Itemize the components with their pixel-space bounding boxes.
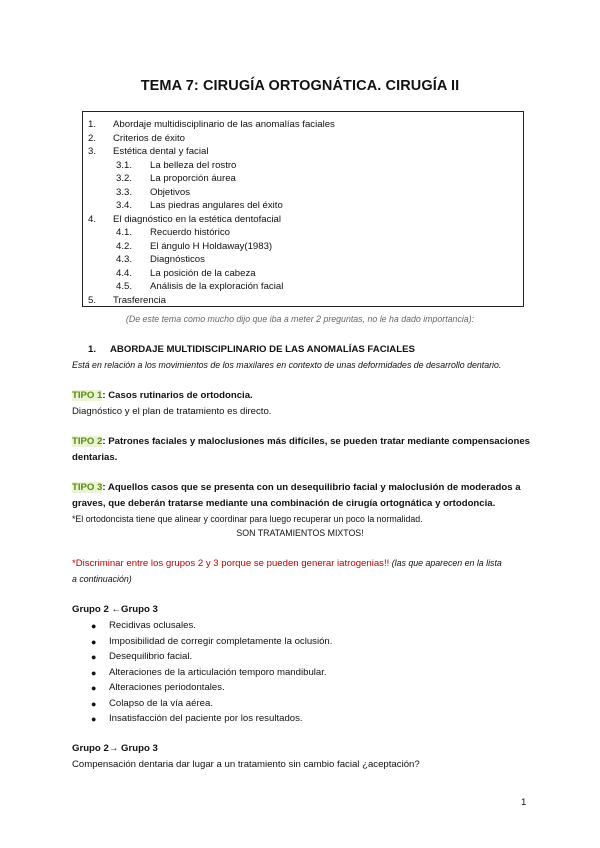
discriminar-warning: *Discriminar entre los grupos 2 y 3 porque se pueden generar iatrogenias!! bbox=[72, 558, 390, 569]
tipo3-line bbox=[72, 482, 521, 493]
tipo1-text: Diagnóstico y el plan de tratamiento es directo. bbox=[72, 406, 272, 417]
bullet-icon: ● bbox=[91, 683, 97, 693]
toc-item-number: 4.5. bbox=[116, 281, 133, 292]
toc-item-number: 4.4. bbox=[116, 267, 133, 279]
page-number: 1 bbox=[521, 797, 527, 808]
section-number: 1. bbox=[88, 344, 97, 355]
list-item: Imposibilidad de corregir completamente la oclusión. bbox=[109, 635, 333, 647]
list-item: Insatisfacción del paciente por los resultados. bbox=[109, 713, 303, 724]
toc-item-number: 1. bbox=[88, 119, 97, 130]
toc-item-label: Estética dental y facial bbox=[113, 146, 209, 157]
toc-item-number: 4. bbox=[88, 213, 97, 225]
toc-item-number: 4.1. bbox=[116, 227, 133, 238]
toc-item-number: 4.2. bbox=[116, 240, 133, 252]
toc-note: (De este tema como mucho dijo que iba a meter 2 preguntas, no le ha dado importancia): bbox=[125, 314, 475, 324]
tipo3-line1: : Aquellos casos que se presenta con un desequilibrio facial y maloclusión de moderados a bbox=[102, 482, 521, 493]
tipo-badge: TIPO 2 bbox=[72, 436, 103, 447]
toc-item-label: El ángulo H Holdaway(1983) bbox=[150, 240, 273, 252]
toc-item-label: Abordaje multidisciplinario de las anomalías faciales bbox=[113, 119, 335, 130]
bullet-icon: ● bbox=[91, 636, 97, 647]
toc-item-number: 5. bbox=[88, 294, 97, 306]
tipo-badge: TIPO 1 bbox=[72, 390, 103, 401]
toc-item-label: Objetivos bbox=[150, 186, 190, 198]
discriminar-italic-2: a continuación) bbox=[72, 574, 132, 584]
toc-item-label: La belleza del rostro bbox=[150, 159, 237, 171]
bullet-icon: ● bbox=[91, 714, 97, 724]
list-item: Alteraciones de la articulación temporo mandibular. bbox=[109, 666, 327, 678]
toc-item-number: 3.4. bbox=[116, 200, 133, 211]
list-item: Recidivas oclusales. bbox=[109, 620, 196, 631]
toc-item-label: Criterios de éxito bbox=[113, 132, 185, 144]
tipo2-line1: : Patrones faciales y maloclusiones más difíciles, se pueden tratar mediante compensaciones bbox=[102, 436, 531, 447]
bullet-icon: ● bbox=[91, 621, 97, 631]
tipo-badge: TIPO 3 bbox=[72, 482, 103, 493]
section-heading: ABORDAJE MULTIDISCIPLINARIO DE LAS ANOMALÍAS FACIALES bbox=[110, 344, 415, 355]
toc-item-number: 3.1. bbox=[116, 159, 133, 171]
toc-item-number: 3.3. bbox=[116, 186, 133, 198]
bullet-icon: ● bbox=[91, 667, 97, 678]
grupo-forward-text: Compensación dentaria dar lugar a un tratamiento sin cambio facial ¿aceptación? bbox=[72, 759, 420, 770]
table-of-contents bbox=[82, 111, 524, 307]
toc-item-number: 4.3. bbox=[116, 254, 133, 265]
page-title: TEMA 7: CIRUGÍA ORTOGNÁTICA. CIRUGÍA II bbox=[140, 78, 460, 94]
toc-item-number: 2. bbox=[88, 132, 97, 144]
toc-item-label: La posición de la cabeza bbox=[150, 267, 256, 279]
toc-item-label: Recuerdo histórico bbox=[150, 227, 230, 238]
toc-item-number: 3.2. bbox=[116, 173, 133, 184]
toc-item-label: El diagnóstico en la estética dentofacial bbox=[113, 213, 281, 225]
list-item: Desequilibrio facial. bbox=[109, 651, 193, 662]
grupo-back-heading: Grupo 2 ←Grupo 3 bbox=[72, 604, 158, 615]
tipo2-line2: dentarias. bbox=[72, 452, 118, 463]
discriminar-line bbox=[72, 558, 502, 569]
grupo-forward-heading: Grupo 2→ Grupo 3 bbox=[72, 743, 158, 754]
toc-item-label: Trasferencia bbox=[113, 294, 166, 306]
section-intro: Está en relación a los movimientos de los maxilares en contexto de unas deformidades de desarrollo dentario. bbox=[72, 360, 502, 370]
discriminar-italic: (las que aparecen en la lista bbox=[389, 558, 502, 568]
toc-item-number: 3. bbox=[88, 146, 97, 157]
tipo3-line2: graves, que deberán tratarse mediante una combinación de cirugía ortognática y ortodoncia. bbox=[72, 498, 496, 509]
toc-item-label: La proporción áurea bbox=[150, 173, 236, 184]
toc-item-label: Las piedras angulares del éxito bbox=[150, 200, 283, 211]
toc-item-label: Análisis de la exploración facial bbox=[150, 281, 284, 292]
tipo3-note: *El ortodoncista tiene que alinear y coordinar para luego recuperar un poco la normalidad. bbox=[72, 514, 423, 524]
bullet-icon: ● bbox=[91, 652, 97, 662]
tipo1-title: : Casos rutinarios de ortodoncia. bbox=[102, 390, 253, 401]
tipo3-mixed: SON TRATAMIENTOS MIXTOS! bbox=[236, 528, 364, 538]
list-item: Alteraciones periodontales. bbox=[109, 682, 225, 693]
list-item: Colapso de la vía aérea. bbox=[109, 697, 213, 709]
bullet-icon: ● bbox=[91, 698, 97, 709]
tipo2-line bbox=[72, 436, 530, 447]
toc-item-label: Diagnósticos bbox=[150, 254, 205, 265]
tipo1-line bbox=[72, 390, 253, 401]
